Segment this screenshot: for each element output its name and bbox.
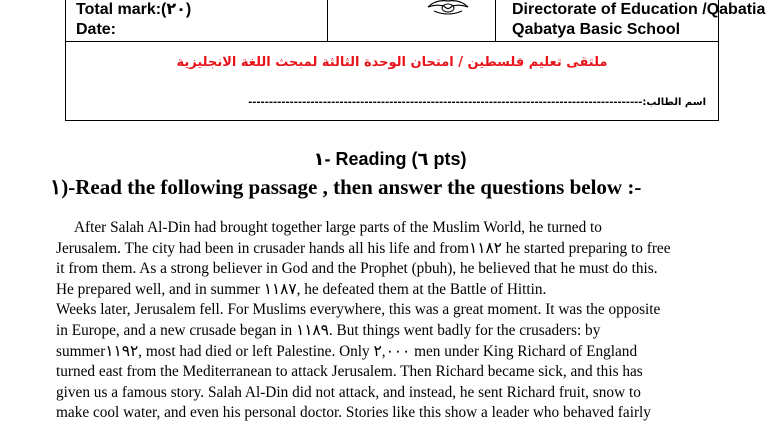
header-emblem-cell [328,0,496,41]
passage-line: After Salah Al-Din had brought together large parts of the Muslim World, he turned to [74,219,602,236]
passage-line: Weeks later, Jerusalem fell. For Muslims everywhere, this was a great moment. It was the opposite [56,301,661,319]
total-mark: Total mark:(٢٠) [76,1,192,18]
header-right-cell [496,0,766,41]
question-instruction: ١)-Read the following passage , then answer the questions below :- [50,175,642,199]
passage-line: Jerusalem. The city had been in crusader hands all his life and from١١٨٢ he started preparing to free [56,239,671,257]
passage-line: make cool water, and even his personal doctor. Stories like this show a leader who behaved fairly [56,404,651,422]
passage-line: He prepared well, and in summer ١١٨٧, he defeated them at the Battle of Hittin. [56,280,547,298]
header-left-cell [66,0,328,41]
passage-line: it from them. As a strong believer in God and the Prophet (pbuh), he believed that he must do this. [56,260,658,278]
school-name: Qabatya Basic School [512,21,681,38]
section-heading: ١- Reading (٦ pts) [313,149,467,169]
passage-line: in Europe, and a new crusade began in ١١٨٩. But things went badly for the crusaders: by [56,321,601,339]
reading-passage [56,218,746,424]
student-name-field: اسم الطالب:----------------------------------------------------------------------------------------------- [248,97,706,108]
exam-title: ملتقى تعليم فلسطين / امتحان الوحدة الثالثة لمبحث اللغة الانجليزية [176,55,608,70]
passage-line: given us a famous story. Salah Al-Din did not attack, and instead, he sent Richard fruit, snow to [56,383,641,401]
date-label: Date: [76,21,117,38]
eagle-emblem-icon [424,0,472,17]
header-table [65,0,766,42]
passage-line: turned east from the Mediterranean to attack Jerusalem. Then Richard became sick, and this has [56,363,643,381]
exam-title-box [65,42,719,121]
passage-line: summer١١٩٢, most had died or left Palestine. Only ٢,٠٠٠ men under King Richard of England [56,342,638,360]
directorate-name: Directorate of Education /Qabatia [512,1,766,18]
